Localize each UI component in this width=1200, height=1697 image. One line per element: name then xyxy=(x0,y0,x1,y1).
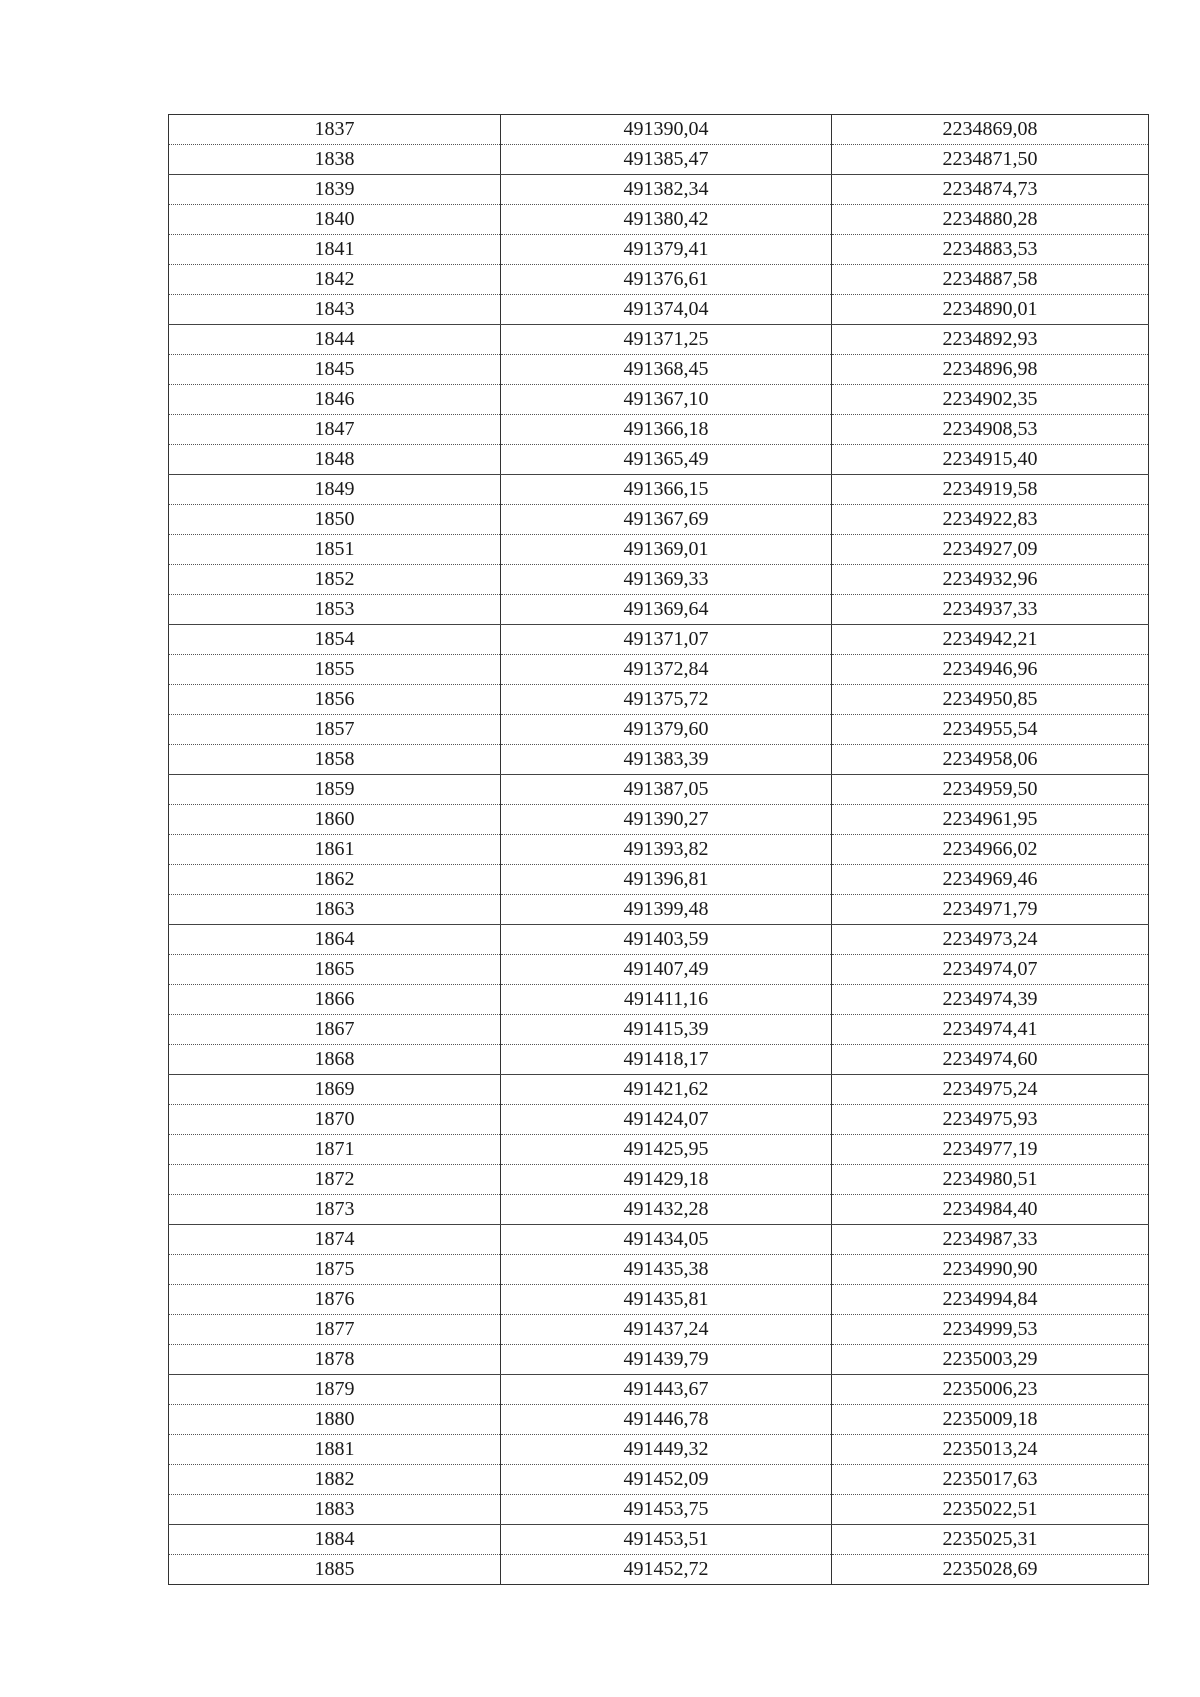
table-row xyxy=(169,1015,1149,1045)
x-coordinate-cell: 491372,84 xyxy=(501,655,832,685)
table-row xyxy=(169,745,1149,775)
table-row xyxy=(169,205,1149,235)
table-row xyxy=(169,1225,1149,1255)
table-row xyxy=(169,1555,1149,1585)
table-row xyxy=(169,445,1149,475)
point-number-cell: 1854 xyxy=(169,625,501,655)
table-row xyxy=(169,1495,1149,1525)
x-coordinate-cell: 491453,75 xyxy=(501,1495,832,1525)
table-row xyxy=(169,145,1149,175)
x-coordinate-cell: 491369,64 xyxy=(501,595,832,625)
y-coordinate-cell: 2234871,50 xyxy=(832,145,1149,175)
y-coordinate-cell: 2235013,24 xyxy=(832,1435,1149,1465)
table-row xyxy=(169,115,1149,145)
point-number-cell: 1882 xyxy=(169,1465,501,1495)
point-number-cell: 1867 xyxy=(169,1015,501,1045)
y-coordinate-cell: 2235003,29 xyxy=(832,1345,1149,1375)
table-row xyxy=(169,895,1149,925)
x-coordinate-cell: 491383,39 xyxy=(501,745,832,775)
point-number-cell: 1871 xyxy=(169,1135,501,1165)
table-row xyxy=(169,475,1149,505)
x-coordinate-cell: 491382,34 xyxy=(501,175,832,205)
y-coordinate-cell: 2234990,90 xyxy=(832,1255,1149,1285)
y-coordinate-cell: 2234883,53 xyxy=(832,235,1149,265)
x-coordinate-cell: 491367,10 xyxy=(501,385,832,415)
y-coordinate-cell: 2234874,73 xyxy=(832,175,1149,205)
x-coordinate-cell: 491366,15 xyxy=(501,475,832,505)
table-row xyxy=(169,1105,1149,1135)
y-coordinate-cell: 2234955,54 xyxy=(832,715,1149,745)
y-coordinate-cell: 2234890,01 xyxy=(832,295,1149,325)
point-number-cell: 1865 xyxy=(169,955,501,985)
point-number-cell: 1869 xyxy=(169,1075,501,1105)
table-row xyxy=(169,415,1149,445)
y-coordinate-cell: 2234869,08 xyxy=(832,115,1149,145)
y-coordinate-cell: 2234969,46 xyxy=(832,865,1149,895)
y-coordinate-cell: 2234974,39 xyxy=(832,985,1149,1015)
point-number-cell: 1879 xyxy=(169,1375,501,1405)
table-row xyxy=(169,715,1149,745)
point-number-cell: 1843 xyxy=(169,295,501,325)
point-number-cell: 1847 xyxy=(169,415,501,445)
y-coordinate-cell: 2234922,83 xyxy=(832,505,1149,535)
y-coordinate-cell: 2234977,19 xyxy=(832,1135,1149,1165)
table-row xyxy=(169,1435,1149,1465)
y-coordinate-cell: 2234959,50 xyxy=(832,775,1149,805)
x-coordinate-cell: 491443,67 xyxy=(501,1375,832,1405)
y-coordinate-cell: 2234994,84 xyxy=(832,1285,1149,1315)
point-number-cell: 1873 xyxy=(169,1195,501,1225)
point-number-cell: 1875 xyxy=(169,1255,501,1285)
coordinates-table xyxy=(168,114,1149,1585)
point-number-cell: 1850 xyxy=(169,505,501,535)
table-row xyxy=(169,325,1149,355)
y-coordinate-cell: 2235022,51 xyxy=(832,1495,1149,1525)
point-number-cell: 1878 xyxy=(169,1345,501,1375)
y-coordinate-cell: 2234896,98 xyxy=(832,355,1149,385)
y-coordinate-cell: 2234958,06 xyxy=(832,745,1149,775)
x-coordinate-cell: 491371,25 xyxy=(501,325,832,355)
point-number-cell: 1856 xyxy=(169,685,501,715)
table-row xyxy=(169,385,1149,415)
y-coordinate-cell: 2234919,58 xyxy=(832,475,1149,505)
point-number-cell: 1844 xyxy=(169,325,501,355)
point-number-cell: 1849 xyxy=(169,475,501,505)
table-row xyxy=(169,1195,1149,1225)
point-number-cell: 1863 xyxy=(169,895,501,925)
y-coordinate-cell: 2234961,95 xyxy=(832,805,1149,835)
table-row xyxy=(169,775,1149,805)
x-coordinate-cell: 491385,47 xyxy=(501,145,832,175)
x-coordinate-cell: 491452,09 xyxy=(501,1465,832,1495)
point-number-cell: 1876 xyxy=(169,1285,501,1315)
x-coordinate-cell: 491435,38 xyxy=(501,1255,832,1285)
point-number-cell: 1855 xyxy=(169,655,501,685)
y-coordinate-cell: 2234887,58 xyxy=(832,265,1149,295)
y-coordinate-cell: 2234908,53 xyxy=(832,415,1149,445)
x-coordinate-cell: 491424,07 xyxy=(501,1105,832,1135)
table-row xyxy=(169,1465,1149,1495)
y-coordinate-cell: 2234942,21 xyxy=(832,625,1149,655)
point-number-cell: 1872 xyxy=(169,1165,501,1195)
x-coordinate-cell: 491390,27 xyxy=(501,805,832,835)
table-row xyxy=(169,955,1149,985)
point-number-cell: 1859 xyxy=(169,775,501,805)
x-coordinate-cell: 491418,17 xyxy=(501,1045,832,1075)
point-number-cell: 1860 xyxy=(169,805,501,835)
x-coordinate-cell: 491449,32 xyxy=(501,1435,832,1465)
point-number-cell: 1837 xyxy=(169,115,501,145)
table-row xyxy=(169,1045,1149,1075)
x-coordinate-cell: 491415,39 xyxy=(501,1015,832,1045)
table-row xyxy=(169,925,1149,955)
point-number-cell: 1857 xyxy=(169,715,501,745)
point-number-cell: 1852 xyxy=(169,565,501,595)
point-number-cell: 1838 xyxy=(169,145,501,175)
y-coordinate-cell: 2234974,07 xyxy=(832,955,1149,985)
table-row xyxy=(169,1255,1149,1285)
point-number-cell: 1853 xyxy=(169,595,501,625)
point-number-cell: 1870 xyxy=(169,1105,501,1135)
table-row xyxy=(169,595,1149,625)
y-coordinate-cell: 2234966,02 xyxy=(832,835,1149,865)
coordinates-table-body xyxy=(169,115,1149,1585)
point-number-cell: 1881 xyxy=(169,1435,501,1465)
x-coordinate-cell: 491379,60 xyxy=(501,715,832,745)
point-number-cell: 1840 xyxy=(169,205,501,235)
x-coordinate-cell: 491411,16 xyxy=(501,985,832,1015)
table-row xyxy=(169,535,1149,565)
y-coordinate-cell: 2235028,69 xyxy=(832,1555,1149,1585)
y-coordinate-cell: 2234980,51 xyxy=(832,1165,1149,1195)
table-row xyxy=(169,505,1149,535)
x-coordinate-cell: 491380,42 xyxy=(501,205,832,235)
y-coordinate-cell: 2234974,41 xyxy=(832,1015,1149,1045)
x-coordinate-cell: 491439,79 xyxy=(501,1345,832,1375)
point-number-cell: 1866 xyxy=(169,985,501,1015)
point-number-cell: 1880 xyxy=(169,1405,501,1435)
x-coordinate-cell: 491379,41 xyxy=(501,235,832,265)
table-row xyxy=(169,1405,1149,1435)
point-number-cell: 1839 xyxy=(169,175,501,205)
x-coordinate-cell: 491407,49 xyxy=(501,955,832,985)
table-row xyxy=(169,235,1149,265)
table-row xyxy=(169,805,1149,835)
y-coordinate-cell: 2235025,31 xyxy=(832,1525,1149,1555)
point-number-cell: 1874 xyxy=(169,1225,501,1255)
y-coordinate-cell: 2234902,35 xyxy=(832,385,1149,415)
x-coordinate-cell: 491366,18 xyxy=(501,415,832,445)
point-number-cell: 1883 xyxy=(169,1495,501,1525)
x-coordinate-cell: 491367,69 xyxy=(501,505,832,535)
x-coordinate-cell: 491435,81 xyxy=(501,1285,832,1315)
x-coordinate-cell: 491368,45 xyxy=(501,355,832,385)
table-row xyxy=(169,1525,1149,1555)
y-coordinate-cell: 2234987,33 xyxy=(832,1225,1149,1255)
point-number-cell: 1861 xyxy=(169,835,501,865)
point-number-cell: 1846 xyxy=(169,385,501,415)
point-number-cell: 1884 xyxy=(169,1525,501,1555)
point-number-cell: 1885 xyxy=(169,1555,501,1585)
x-coordinate-cell: 491434,05 xyxy=(501,1225,832,1255)
y-coordinate-cell: 2234880,28 xyxy=(832,205,1149,235)
y-coordinate-cell: 2234984,40 xyxy=(832,1195,1149,1225)
y-coordinate-cell: 2235017,63 xyxy=(832,1465,1149,1495)
table-row xyxy=(169,295,1149,325)
table-row xyxy=(169,655,1149,685)
point-number-cell: 1851 xyxy=(169,535,501,565)
x-coordinate-cell: 491399,48 xyxy=(501,895,832,925)
x-coordinate-cell: 491393,82 xyxy=(501,835,832,865)
y-coordinate-cell: 2234973,24 xyxy=(832,925,1149,955)
table-row xyxy=(169,265,1149,295)
point-number-cell: 1858 xyxy=(169,745,501,775)
table-row xyxy=(169,625,1149,655)
point-number-cell: 1864 xyxy=(169,925,501,955)
x-coordinate-cell: 491403,59 xyxy=(501,925,832,955)
table-row xyxy=(169,1135,1149,1165)
table-row xyxy=(169,175,1149,205)
y-coordinate-cell: 2234946,96 xyxy=(832,655,1149,685)
y-coordinate-cell: 2235006,23 xyxy=(832,1375,1149,1405)
y-coordinate-cell: 2235009,18 xyxy=(832,1405,1149,1435)
y-coordinate-cell: 2234971,79 xyxy=(832,895,1149,925)
y-coordinate-cell: 2234974,60 xyxy=(832,1045,1149,1075)
x-coordinate-cell: 491387,05 xyxy=(501,775,832,805)
point-number-cell: 1862 xyxy=(169,865,501,895)
table-row xyxy=(169,1075,1149,1105)
x-coordinate-cell: 491425,95 xyxy=(501,1135,832,1165)
point-number-cell: 1842 xyxy=(169,265,501,295)
x-coordinate-cell: 491432,28 xyxy=(501,1195,832,1225)
x-coordinate-cell: 491390,04 xyxy=(501,115,832,145)
x-coordinate-cell: 491452,72 xyxy=(501,1555,832,1585)
table-row xyxy=(169,565,1149,595)
x-coordinate-cell: 491369,01 xyxy=(501,535,832,565)
table-row xyxy=(169,1285,1149,1315)
point-number-cell: 1841 xyxy=(169,235,501,265)
y-coordinate-cell: 2234915,40 xyxy=(832,445,1149,475)
point-number-cell: 1848 xyxy=(169,445,501,475)
x-coordinate-cell: 491421,62 xyxy=(501,1075,832,1105)
table-row xyxy=(169,1165,1149,1195)
x-coordinate-cell: 491429,18 xyxy=(501,1165,832,1195)
x-coordinate-cell: 491369,33 xyxy=(501,565,832,595)
table-row xyxy=(169,1345,1149,1375)
y-coordinate-cell: 2234999,53 xyxy=(832,1315,1149,1345)
x-coordinate-cell: 491453,51 xyxy=(501,1525,832,1555)
table-row xyxy=(169,985,1149,1015)
table-row xyxy=(169,355,1149,385)
table-row xyxy=(169,685,1149,715)
y-coordinate-cell: 2234937,33 xyxy=(832,595,1149,625)
point-number-cell: 1877 xyxy=(169,1315,501,1345)
y-coordinate-cell: 2234932,96 xyxy=(832,565,1149,595)
y-coordinate-cell: 2234892,93 xyxy=(832,325,1149,355)
x-coordinate-cell: 491375,72 xyxy=(501,685,832,715)
y-coordinate-cell: 2234975,24 xyxy=(832,1075,1149,1105)
x-coordinate-cell: 491371,07 xyxy=(501,625,832,655)
x-coordinate-cell: 491437,24 xyxy=(501,1315,832,1345)
x-coordinate-cell: 491365,49 xyxy=(501,445,832,475)
table-row xyxy=(169,865,1149,895)
table-row xyxy=(169,835,1149,865)
table-row xyxy=(169,1315,1149,1345)
y-coordinate-cell: 2234975,93 xyxy=(832,1105,1149,1135)
x-coordinate-cell: 491376,61 xyxy=(501,265,832,295)
point-number-cell: 1868 xyxy=(169,1045,501,1075)
y-coordinate-cell: 2234950,85 xyxy=(832,685,1149,715)
point-number-cell: 1845 xyxy=(169,355,501,385)
x-coordinate-cell: 491446,78 xyxy=(501,1405,832,1435)
x-coordinate-cell: 491396,81 xyxy=(501,865,832,895)
table-row xyxy=(169,1375,1149,1405)
x-coordinate-cell: 491374,04 xyxy=(501,295,832,325)
y-coordinate-cell: 2234927,09 xyxy=(832,535,1149,565)
